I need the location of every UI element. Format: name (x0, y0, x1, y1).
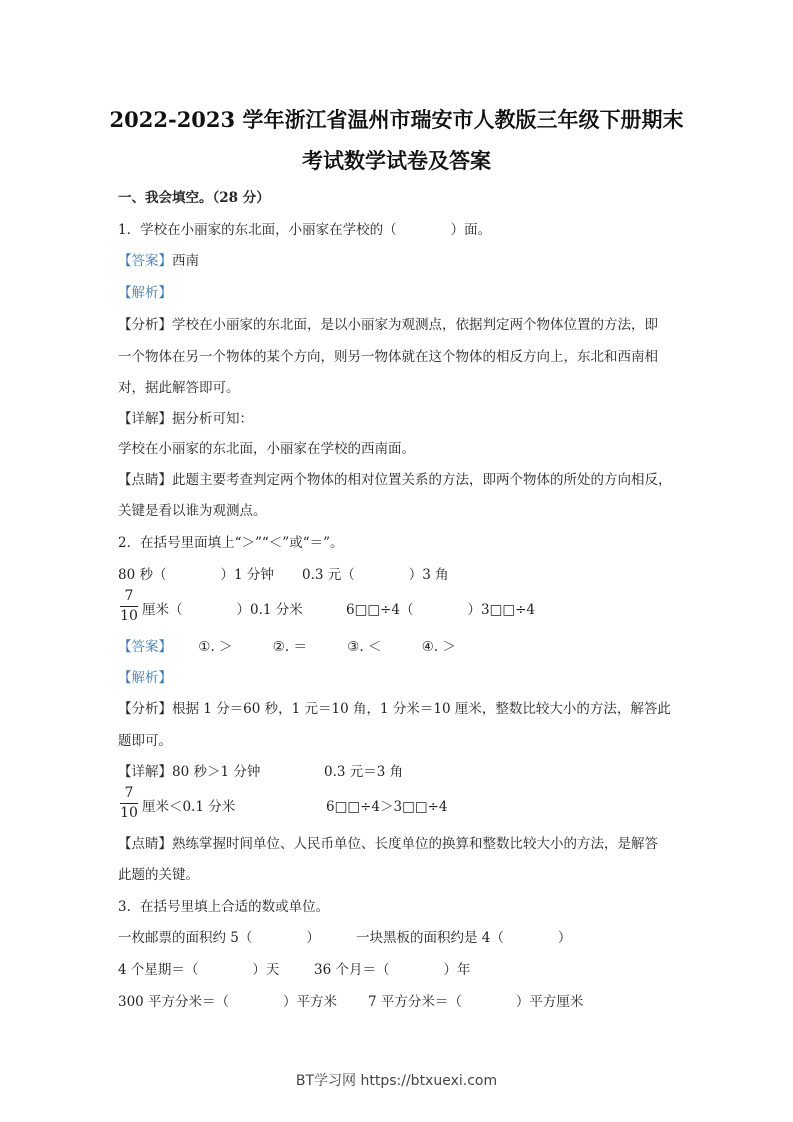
q2-row2b: 6□□÷4（ ）3□□÷4 (346, 602, 535, 618)
answer-item-1: ①. ＞ (198, 639, 233, 655)
q2-stem: 2．在括号里面填上“＞”“＜”或“＝”。 (118, 535, 344, 551)
q3-row1b: 一块黑板的面积约是 4（ ） (356, 930, 572, 946)
q3-row2a: 4 个星期＝（ ）天 (118, 962, 280, 978)
q3-row2b: 36 个月＝（ ）年 (314, 962, 471, 978)
xiangjie-tag: 【详解】 (118, 764, 172, 780)
q2-fenxi (118, 697, 671, 717)
fenxi-text: 根据 1 分＝60 秒，1 元＝10 角，1 分米＝10 厘米，整数比较大小的方法，解答此 (172, 701, 671, 717)
q3-row3b: 7 平方分米＝（ ）平方厘米 (368, 994, 584, 1010)
q2-xiangjie-d: 6□□÷4＞3□□÷4 (326, 799, 448, 815)
answer-tag: 【答案】 (118, 253, 172, 269)
q2-fraction-detail (120, 784, 138, 823)
page-title-line1: 2022-2023 学年浙江省温州市瑞安市人教版三年级下册期末 (109, 107, 684, 132)
q1-fenxi-l2: 一个物体在另一个物体的某个方向，则另一物体就在这个物体的相反方向上，东北和西南相 (118, 349, 658, 365)
fraction-denominator: 10 (120, 608, 138, 624)
fenxi-tag: 【分析】 (118, 701, 172, 717)
q1-stem: 1．学校在小丽家的东北面，小丽家在学校的（ ）面。 (118, 222, 492, 238)
q2-dianjing (118, 832, 658, 852)
q1-answer (118, 249, 199, 269)
answer-item-2: ②. ＝ (272, 639, 307, 655)
q2-row1a: 80 秒（ ）1 分钟 (118, 567, 274, 583)
xiangjie-text: 据分析可知： (172, 411, 253, 427)
q2-dianjing-l2: 此题的关键。 (118, 867, 199, 883)
xiangjie-tag: 【详解】 (118, 411, 172, 427)
xiangjie-a: 80 秒＞1 分钟 (172, 764, 261, 780)
q2-fenxi-l2: 题即可。 (118, 733, 172, 749)
fenxi-text: 学校在小丽家的东北面，是以小丽家为观测点，依据判定两个物体位置的方法，即 (172, 317, 658, 333)
section-heading: 一、我会填空。（28 分） (118, 190, 270, 206)
fenxi-tag: 【分析】 (118, 317, 172, 333)
q1-analysis-tag: 【解析】 (118, 285, 172, 301)
q1-fenxi-l3: 对，据此解答即可。 (118, 380, 240, 396)
answer-tag: 【答案】 (118, 639, 172, 655)
q2-xiangjie-b: 0.3 元＝3 角 (324, 764, 404, 780)
dianjing-tag: 【点睛】 (118, 472, 172, 488)
page-title-line2: 考试数学试卷及答案 (302, 148, 491, 173)
q3-row1a: 一枚邮票的面积约 5（ ） (118, 930, 320, 946)
fraction-numerator: 7 (120, 784, 138, 804)
q2-fraction (120, 587, 138, 626)
q2-row1b: 0.3 元（ ）3 角 (302, 567, 449, 583)
q2-answer (118, 635, 456, 655)
q1-dianjing-l2: 关键是看以谁为观测点。 (118, 503, 267, 519)
q2-analysis-tag: 【解析】 (118, 670, 172, 686)
q1-fenxi (118, 313, 658, 333)
answer-text: 西南 (172, 253, 199, 269)
q1-dianjing (118, 468, 672, 488)
dianjing-text: 熟练掌握时间单位、人民币单位、长度单位的换算和整数比较大小的方法，是解答 (172, 836, 658, 852)
q1-xiangjie (118, 407, 253, 427)
footer-watermark: BT学习网 https://btxuexi.com (295, 1073, 498, 1089)
answer-item-3: ③. ＜ (347, 639, 382, 655)
q2-xiangjie-c: 厘米＜0.1 分米 (142, 799, 236, 815)
fraction-denominator: 10 (120, 805, 138, 821)
answer-item-4: ④. ＞ (421, 639, 456, 655)
q2-row2a: 厘米（ ）0.1 分米 (142, 602, 303, 618)
fraction-numerator: 7 (120, 587, 138, 607)
dianjing-tag: 【点睛】 (118, 836, 172, 852)
q3-stem: 3．在括号里填上合适的数或单位。 (118, 899, 330, 915)
q2-xiangjie (118, 760, 260, 780)
q1-xiangjie-l2: 学校在小丽家的东北面，小丽家在学校的西南面。 (118, 441, 415, 457)
q3-row3a: 300 平方分米＝（ ）平方米 (118, 994, 338, 1010)
dianjing-text: 此题主要考查判定两个物体的相对位置关系的方法，即两个物体的所处的方向相反， (172, 472, 672, 488)
